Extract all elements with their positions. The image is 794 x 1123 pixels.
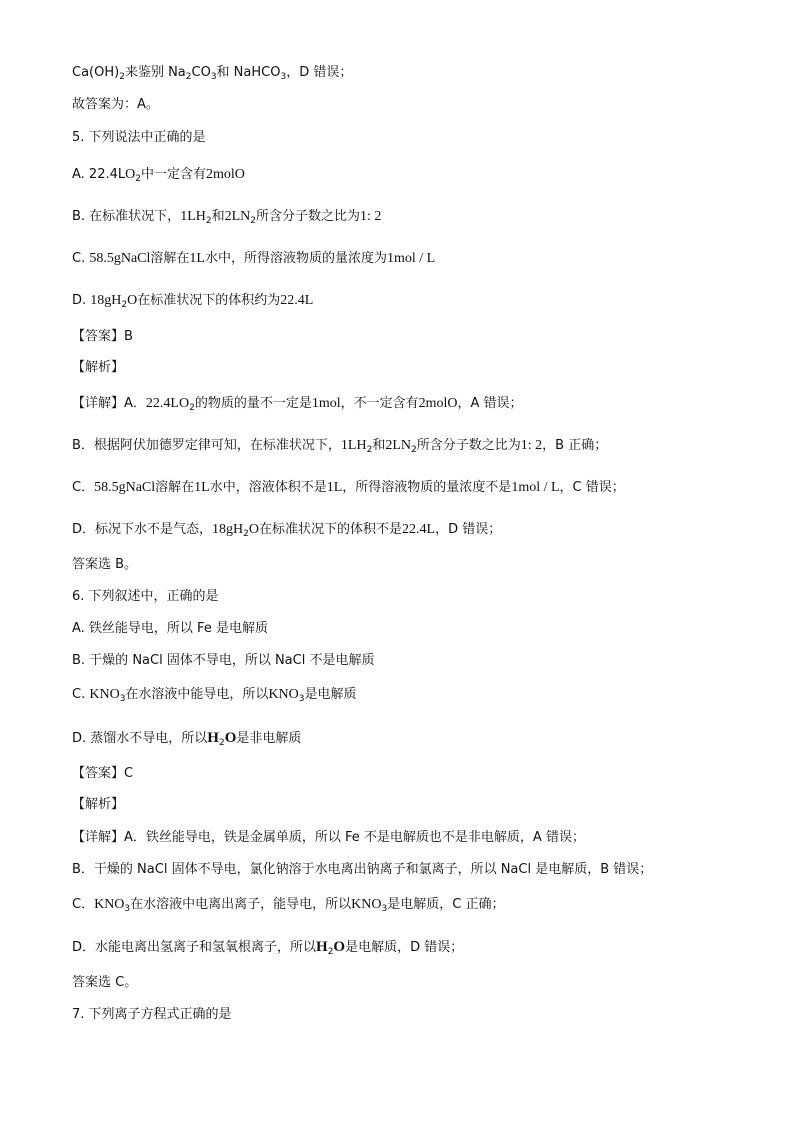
answer-label: 【答案】C bbox=[72, 766, 134, 781]
explanation-line: B．干燥的 NaCl 固体不导电，氯化钠溶于水电离出钠离子和氯离子，所以 NaCl 是电解质，B 错误； bbox=[72, 862, 653, 877]
question-6: 6. 下列叙述中，正确的是 bbox=[72, 589, 219, 604]
explanation-line: 【详解】A．铁丝能导电，铁是金属单质，所以 Fe 不是电解质也不是非电解质，A 错误； bbox=[72, 830, 585, 845]
answer-choice: 答案选 C。 bbox=[72, 975, 138, 990]
answer-label: 【答案】B bbox=[72, 329, 133, 344]
question-5: 5. 下列说法中正确的是 bbox=[72, 130, 206, 145]
answer-conclusion: 故答案为：A。 bbox=[72, 97, 159, 112]
analysis-label: 【解析】 bbox=[72, 360, 125, 375]
question-7: 7. 下列离子方程式正确的是 bbox=[72, 1007, 232, 1022]
answer-choice: 答案选 B。 bbox=[72, 557, 138, 572]
option-a: A. $22.4LO_2$中一定含有2molO bbox=[72, 167, 245, 184]
explanation-line: C．$KNO_3$在水溶液中电离出离子，能导电，所以$KNO_3$是电解质，C 正确； bbox=[72, 897, 505, 914]
explanation-line: D．标况下水不是气态，$18gH_2O$在标准状况下的体积不是22.4L，D 错误； bbox=[72, 522, 502, 539]
option-d: D. 蒸馏水不导电，所以$H_2O$是非电解质 bbox=[72, 730, 302, 748]
option-b: B. 在标准状况下，$1LH_2$和$2LN_2$所含分子数之比为1: 2 bbox=[72, 209, 382, 226]
text-line: $Ca(OH)_2$来鉴别 $Na_2CO_3$和 NaHCO$_3$，D 错误； bbox=[72, 65, 353, 82]
option-a: A. 铁丝能导电，所以 Fe 是电解质 bbox=[72, 621, 268, 636]
explanation-line: B．根据阿伏加德罗定律可知，在标准状况下，$1LH_2$和$2LN_2$所含分子数之比为1: 2，B 正确； bbox=[72, 438, 608, 455]
option-d: D. $18gH_2O$在标准状况下的体积约为22.4L bbox=[72, 293, 314, 310]
explanation-line: C．58.5gNaCl溶解在1L水中，溶液体积不是1L，所得溶液物质的量浓度不是1mol / L，C 错误； bbox=[72, 480, 625, 495]
option-b: B. 干燥的 NaCl 固体不导电，所以 NaCl 不是电解质 bbox=[72, 653, 375, 668]
analysis-label: 【解析】 bbox=[72, 797, 125, 812]
explanation-line: D．水能电离出氢离子和氢氧根离子，所以$H_2O$是电解质，D 错误； bbox=[72, 939, 464, 957]
option-c: C. 58.5gNaCl溶解在1L水中，所得溶液物质的量浓度为1mol / L bbox=[72, 251, 436, 266]
option-c: C. $KNO_3$在水溶液中能导电，所以$KNO_3$是电解质 bbox=[72, 687, 357, 704]
explanation-line: 【详解】A．$22.4LO_2$的物质的量不一定是1mol，不一定含有2molO，A 错误； bbox=[72, 396, 523, 413]
